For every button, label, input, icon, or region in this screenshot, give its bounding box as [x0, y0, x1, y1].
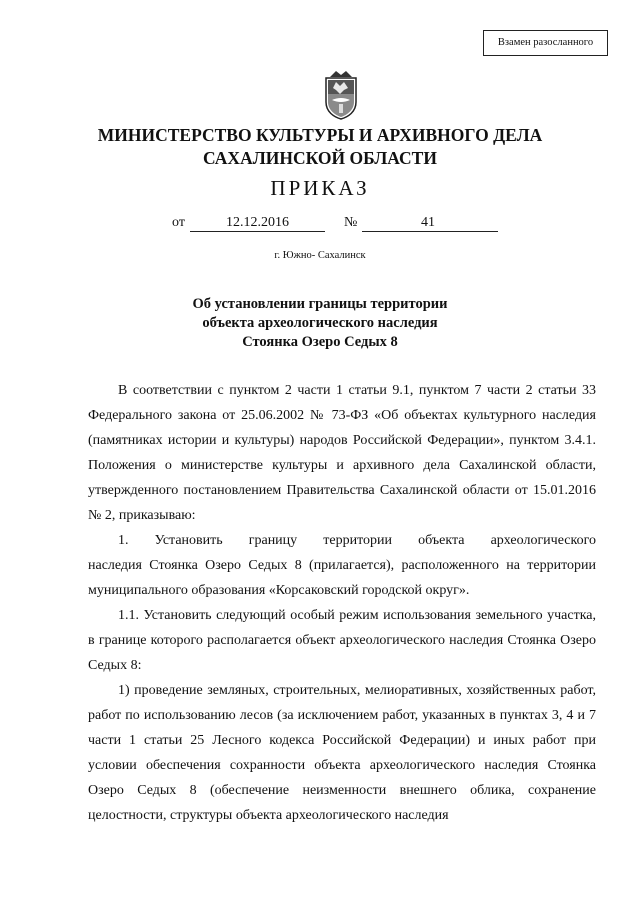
item-1-word: археологического — [490, 533, 596, 548]
item-1-1-paragraph: 1.1. Установить следующий особый режим использования земельного участка, в границе которого располагается объект археологического наследия Стоянка Озеро Седых 8: — [88, 608, 596, 673]
ministry-title-line1: МИНИСТЕРСТВО КУЛЬТУРЫ И АРХИВНОГО ДЕЛА — [97, 125, 543, 145]
item-1-word: границу — [248, 533, 298, 548]
sakhalin-coat-of-arms-icon — [322, 68, 360, 120]
distribution-stamp: Взамен разосланного — [483, 30, 608, 56]
subject-line3: Стоянка Озеро Седых 8 — [242, 334, 398, 350]
item-1-word: территории — [323, 533, 393, 548]
subject-line2: объекта археологического наследия — [202, 315, 438, 331]
order-date: 12.12.2016 — [226, 215, 289, 230]
item-1-word: 1. — [118, 533, 129, 548]
ministry-title-line2: САХАЛИНСКОЙ ОБЛАСТИ — [203, 148, 437, 168]
item-1-paragraph: наследия Стоянка Озеро Седых 8 (прилагается), расположенного на территории муниципального образования «Корсаковский городской округ». — [88, 558, 596, 598]
order-number: 41 — [421, 215, 435, 230]
ministry-title — [0, 124, 640, 170]
item-1 — [88, 528, 596, 553]
date-underline — [190, 231, 325, 232]
issue-city: г. Южно- Сахалинск — [274, 250, 366, 261]
document-type-title: ПРИКАЗ — [270, 176, 370, 200]
order-body — [88, 378, 596, 828]
item-1-word: объекта — [418, 533, 465, 548]
subject-line1: Об установлении границы территории — [192, 296, 448, 312]
item-1-1-1-paragraph: 1) проведение земляных, строительных, мелиоративных, хозяйственных работ, работ по использованию лесов (за исключением работ, указанных в пунктах 3, 4 и 7 части 1 статьи 25 Лесного кодекса Российской Федерации) и иных работ при условии обеспечения сохранности объекта археологического наследия Стоянка Озеро Седых 8 (обеспечение неизменности внешнего облика, сохранение целостности, структуры объекта археологического наследия — [88, 683, 596, 823]
preamble-paragraph: В соответствии с пунктом 2 части 1 статьи 9.1, пунктом 7 части 2 статьи 33 Федерального закона от 25.06.2002 № 73-ФЗ «Об объектах культурного наследия (памятниках истории и культуры) народов Российской Федерации», пунктом 3.4.1. Положения о министерстве культуры и архивного дела Сахалинской области, утвержденного постановлением Правительства Сахалинской области от 15.01.2016 № 2, приказываю: — [88, 383, 596, 523]
number-underline — [362, 231, 498, 232]
item-1-first-line — [118, 528, 596, 553]
number-label: № — [344, 215, 358, 230]
order-subject — [0, 295, 640, 352]
order-date-number-line — [0, 215, 640, 237]
date-label: от — [172, 215, 185, 230]
item-1-word: Установить — [154, 533, 223, 548]
